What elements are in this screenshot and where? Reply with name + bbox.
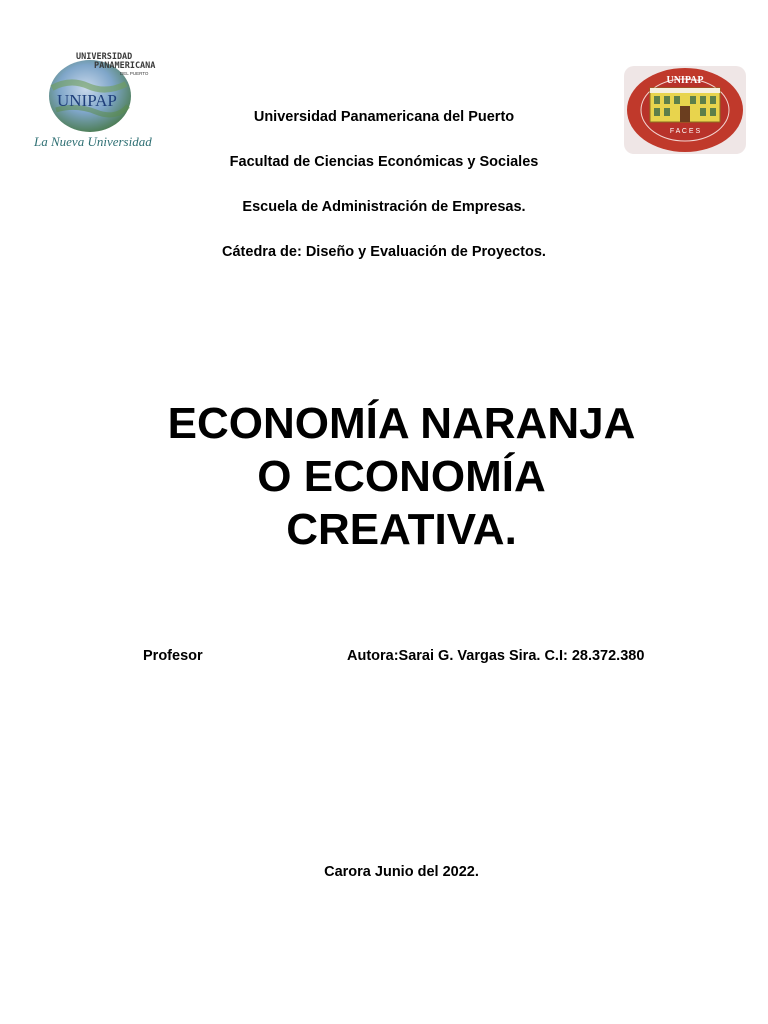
faculty-name: Facultad de Ciencias Económicas y Sociales	[229, 154, 539, 170]
title-line-3: CREATIVA.	[286, 505, 517, 554]
chair-name: Cátedra de: Diseño y Evaluación de Proyectos.	[222, 244, 546, 260]
title-line-1: ECONOMÍA NARANJA	[167, 399, 636, 448]
place-date: Carora Junio del 2022.	[324, 864, 479, 880]
document-title	[0, 397, 768, 556]
university-name: Universidad Panamericana del Puerto	[253, 109, 515, 125]
seal-faculty-abbr: F A C E S	[669, 128, 701, 135]
logo-tagline: La Nueva Universidad	[34, 134, 152, 149]
author-line: Autora:Sarai G. Vargas Sira. C.I: 28.372.380	[347, 648, 645, 664]
logo-acronym: UNIPAP	[57, 91, 117, 110]
logo-university-line1: UNIVERSIDAD	[76, 52, 133, 62]
logo-university-line2: PANAMERICANA	[94, 61, 156, 71]
professor-label: Profesor	[143, 648, 203, 664]
seal-acronym: UNIPAP	[666, 75, 704, 86]
school-name: Escuela de Administración de Empresas.	[242, 199, 526, 215]
logo-university-line3: DEL PUERTO	[120, 71, 149, 76]
unipap-logo	[30, 48, 190, 158]
title-line-2: O ECONOMÍA	[257, 452, 546, 501]
